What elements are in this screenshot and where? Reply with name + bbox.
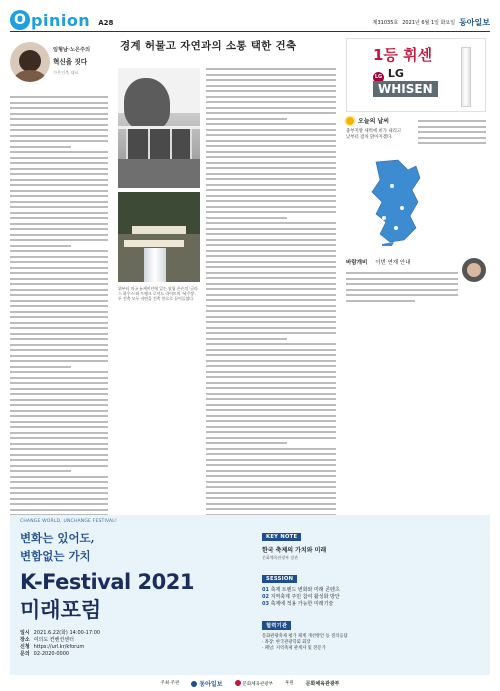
fallingwater-photo: [118, 192, 200, 282]
newspaper-name: 동아일보: [459, 17, 490, 27]
weather-title-text: 오늘의 날씨: [358, 118, 390, 125]
banner-tagline: CHANGE WORLD, UNCHANGE FESTIVAL!: [20, 519, 118, 524]
header-rule: [10, 31, 490, 32]
opinion-logo-icon: O: [10, 10, 30, 30]
page-number: A28: [98, 19, 114, 27]
lg-logo-icon: LG: [373, 72, 384, 83]
keynote-title: 한국 축제의 가치와 미래: [262, 547, 327, 554]
session-item: 02 지역축제 주민 참여 활성화 방안: [262, 594, 340, 600]
weather-description: 중부지방 새벽에 비가 내리고 낮부터 점차 맑아지겠다.: [346, 129, 402, 140]
article-body-column-1: [10, 96, 108, 520]
host-logo-icon: [191, 681, 197, 687]
city-marker: [390, 184, 394, 188]
partner-logo-icon: [235, 680, 241, 686]
banner-organizers: [10, 675, 490, 691]
author-role: 가온건축 대표: [53, 70, 79, 75]
photo-caption: 위부터 미국 뉴케이넌에 있는 필립 존슨의 '글라스 하우스'와 프랭크 로이드 라이트의 '낙수장'. 두 건축 모두 자연을 건축 안으로 끌어들였다.: [118, 286, 198, 302]
banner-event-title: K-Festival 2021: [20, 570, 194, 594]
column-title: 혁신을 짓다: [53, 58, 88, 66]
poll-subtitle: 이번 연재 안내: [375, 260, 411, 266]
banner-program: [262, 523, 484, 673]
banner-info: [20, 630, 260, 658]
info-row-place: 장소 여의도 컨벤션센터: [20, 637, 74, 643]
banner-slogan-1: 변화는 있어도,: [20, 531, 95, 545]
sponsor-name: 문화체육관광부: [305, 680, 340, 687]
k-festival-banner[interactable]: [10, 515, 490, 691]
notice-tag: 협력기관: [262, 621, 291, 630]
session-tag: SESSION: [262, 575, 297, 583]
banner-event-subtitle: 미래포럼: [20, 598, 102, 622]
poll-photo: [462, 258, 486, 282]
city-marker: [400, 206, 404, 210]
weather-map: [346, 156, 486, 246]
opinion-logo-text: pinion: [31, 11, 91, 30]
issue-date: 2021년 6월 1일 화요일: [402, 20, 456, 26]
banner-left: [20, 519, 260, 691]
sun-icon: [346, 117, 354, 125]
session-list: [262, 587, 484, 608]
info-row-contact: 문의 02-2020-0000: [20, 651, 70, 657]
session-item: 03 축제에 적용 가능한 미래기술: [262, 601, 334, 607]
keynote-subtitle: 문화체육관광부 장관: [262, 555, 299, 560]
jeju-island-shape: [382, 242, 394, 246]
sponsor-label: 후원: [284, 681, 294, 686]
poll-column: [346, 258, 486, 266]
issue-number: 제31035호: [372, 20, 399, 26]
info-row-apply[interactable]: 신청 https://url.kr/kforum: [20, 644, 85, 650]
poll-body: [346, 272, 458, 305]
publication-info: [373, 17, 490, 28]
poll-title-text: 바람개비: [346, 260, 368, 266]
air-conditioner-image: [461, 47, 471, 107]
partner-name: 문화체육관광부: [235, 680, 273, 687]
city-marker: [382, 216, 386, 220]
city-marker: [394, 226, 398, 230]
host-name: 동아일보: [191, 679, 222, 688]
host-label: 주최·주관: [160, 681, 180, 686]
notice-line: · 좌장: 한국관광학회 회장: [262, 640, 311, 645]
session-item: 01 축제 트렌드 변화와 미래 콘텐츠: [262, 587, 340, 593]
notice-line: · 패널: 지역축제 관계자 및 전문가: [262, 646, 326, 651]
opinion-logo: [10, 10, 90, 30]
notice-line: 문화관광축제 평가 체계 개선방안 등 질의응답: [262, 634, 348, 639]
article-headline: 경계 허물고 자연과의 소통 택한 건축: [120, 40, 297, 52]
weather-box: [346, 116, 486, 141]
article-body-column-2: [206, 68, 336, 547]
glass-house-photo: [118, 68, 200, 188]
banner-slogan-2: 변함없는 가치: [20, 549, 91, 563]
ad-title: 1등 휘센: [373, 46, 433, 64]
page-header: [10, 6, 490, 30]
ad-product: WHISEN: [373, 81, 438, 97]
notice-list: [262, 634, 484, 652]
section-header: [10, 10, 113, 30]
keynote-tag: KEY NOTE: [262, 533, 301, 541]
info-row-date: 일시 2021.6.22(화) 14:00-17:00: [20, 630, 101, 636]
lg-whisen-ad[interactable]: [346, 38, 486, 112]
ad-brand-text: LG: [387, 67, 404, 80]
author-name: 임형남·노은주의: [53, 47, 91, 53]
author-photo: [10, 42, 50, 82]
weather-table: [418, 120, 486, 148]
